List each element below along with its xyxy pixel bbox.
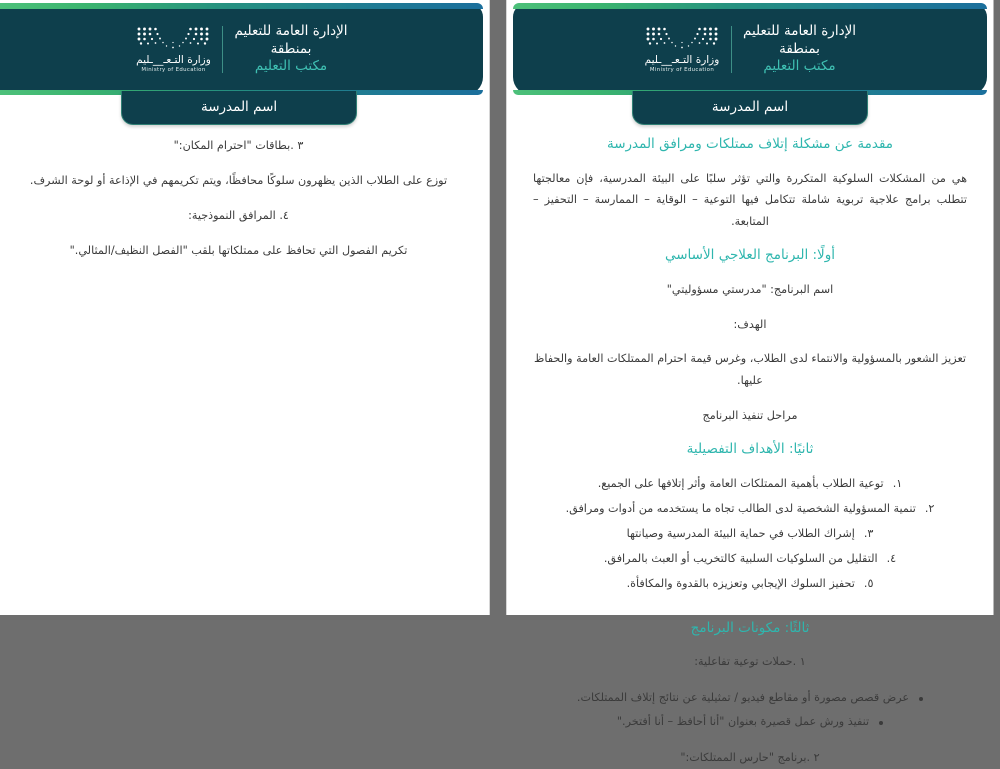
list-item [533, 522, 967, 547]
header-line-1: الإدارة العامة للتعليم [742, 22, 857, 39]
bullet-icon [879, 721, 883, 725]
list-item [533, 710, 967, 734]
list-number: ٤. [886, 552, 897, 566]
header-line-1: الإدارة العامة للتعليم [234, 22, 348, 39]
header-titles-right [743, 23, 856, 77]
component-3-label: ٣ .بطاقات "احترام المكان:" [173, 139, 304, 152]
stages-label: مراحل تنفيذ البرنامج [702, 409, 798, 423]
document-body-right [507, 95, 993, 769]
header-line-2: بمنطقة [270, 40, 312, 57]
document-header-right [513, 3, 987, 115]
header-line-3: مكتب التعليم [254, 58, 328, 75]
ministry-of-education-logo [644, 26, 732, 74]
logo-arabic-wordmark: وزارة التـعـ__ـليم [644, 53, 720, 66]
bullet-icon [919, 697, 923, 701]
objectives-list [533, 472, 967, 596]
component-4-text: تكريم الفصول التي تحافظ على ممتلكاتها بلقب "الفصل النظيف/المثالي." [69, 243, 408, 257]
viewer-right-rail [993, 0, 1000, 615]
component-2-label: ٢ .برنامج "حارس الممتلكات:" [680, 751, 820, 765]
document-header-left [0, 3, 483, 115]
goal-label: الهدف: [733, 317, 767, 331]
ministry-of-education-logo [135, 26, 223, 74]
school-name-tab[interactable]: اسم المدرسة [632, 91, 868, 125]
header-titles-left [234, 23, 347, 77]
logo-arabic-wordmark: وزارة التـعـ__ـليم [136, 53, 211, 66]
component-3-text: توزع على الطلاب الذين يظهرون سلوكًا محافظًا، ويتم تكريمهم في الإذاعة أو لوحة الشرف. [29, 173, 448, 187]
list-item [533, 472, 967, 497]
list-text: التقليل من السلوكيات السلبية كالتخريب أو العبث بالمرافق. [603, 552, 878, 566]
header-line-2: بمنطقة [779, 40, 820, 57]
component-1-bullets [533, 686, 967, 734]
list-item [533, 572, 967, 597]
document-page-left[interactable] [0, 0, 490, 615]
list-item [533, 686, 967, 710]
section-heading-3: ثالثًا: مكونات البرنامج [690, 619, 810, 636]
list-item [533, 497, 967, 522]
list-number: ٢. [924, 502, 935, 516]
list-text: تنمية المسؤولية الشخصية لدى الطالب تجاه ما يستخدمه من أدوات ومرافق. [565, 502, 916, 516]
list-text: توعية الطلاب بأهمية الممتلكات العامة وأثر إتلافها على الجميع. [597, 477, 884, 491]
list-text: عرض قصص مصورة أو مقاطع فيديو / تمثيلية عن نتائج إتلاف الممتلكات. [576, 691, 910, 705]
list-item [533, 547, 967, 572]
goal-text: تعزيز الشعور بالمسؤولية والانتماء لدى الطلاب، وغرس قيمة احترام الممتلكات العامة والحفاظ عليها. [534, 352, 966, 388]
list-text: إشراك الطلاب في حماية البيئة المدرسية وصيانتها [626, 527, 855, 541]
list-number: ٣. [863, 527, 874, 541]
list-number: ٥. [863, 576, 874, 590]
palm-dots-icon [644, 26, 720, 51]
logo-english-wordmark: Ministry of Education [141, 66, 206, 73]
document-page-right[interactable] [506, 0, 993, 765]
list-number: ١. [892, 477, 903, 491]
section-heading-1: أولًا: البرنامج العلاجي الأساسي [664, 247, 836, 264]
logo-english-wordmark: Ministry of Education [649, 66, 715, 73]
intro-paragraph: هي من المشكلات السلوكية المتكررة والتي تؤثر سلبًا على البيئة المدرسية، فإن معالجتها تتطلب برامج علاجية تربوية شاملة تتكامل فيها التوعية – الوقاية – الممارسة – التحفيز – المتابعة. [533, 171, 967, 229]
palm-dots-icon [135, 26, 211, 51]
list-text: تحفيز السلوك الإيجابي وتعزيزه بالقدوة والمكافأة. [626, 576, 855, 590]
section-heading-2: ثانيًا: الأهداف التفصيلية [686, 440, 814, 457]
page-title: مقدمة عن مشكلة إتلاف ممتلكات ومرافق المدرسة [606, 136, 894, 152]
school-name-tab[interactable]: اسم المدرسة [121, 91, 357, 125]
header-line-3: مكتب التعليم [763, 58, 836, 75]
program-name: اسم البرنامج: "مدرستي مسؤوليتي" [666, 282, 834, 296]
component-1-label: ١ .حملات توعية تفاعلية: [694, 655, 806, 669]
component-4-label: ٤. المرافق النموذجية: [188, 208, 289, 222]
list-text: تنفيذ ورش عمل قصيرة بعنوان "أنا أحافظ – أنا أفتخر." [616, 715, 870, 729]
